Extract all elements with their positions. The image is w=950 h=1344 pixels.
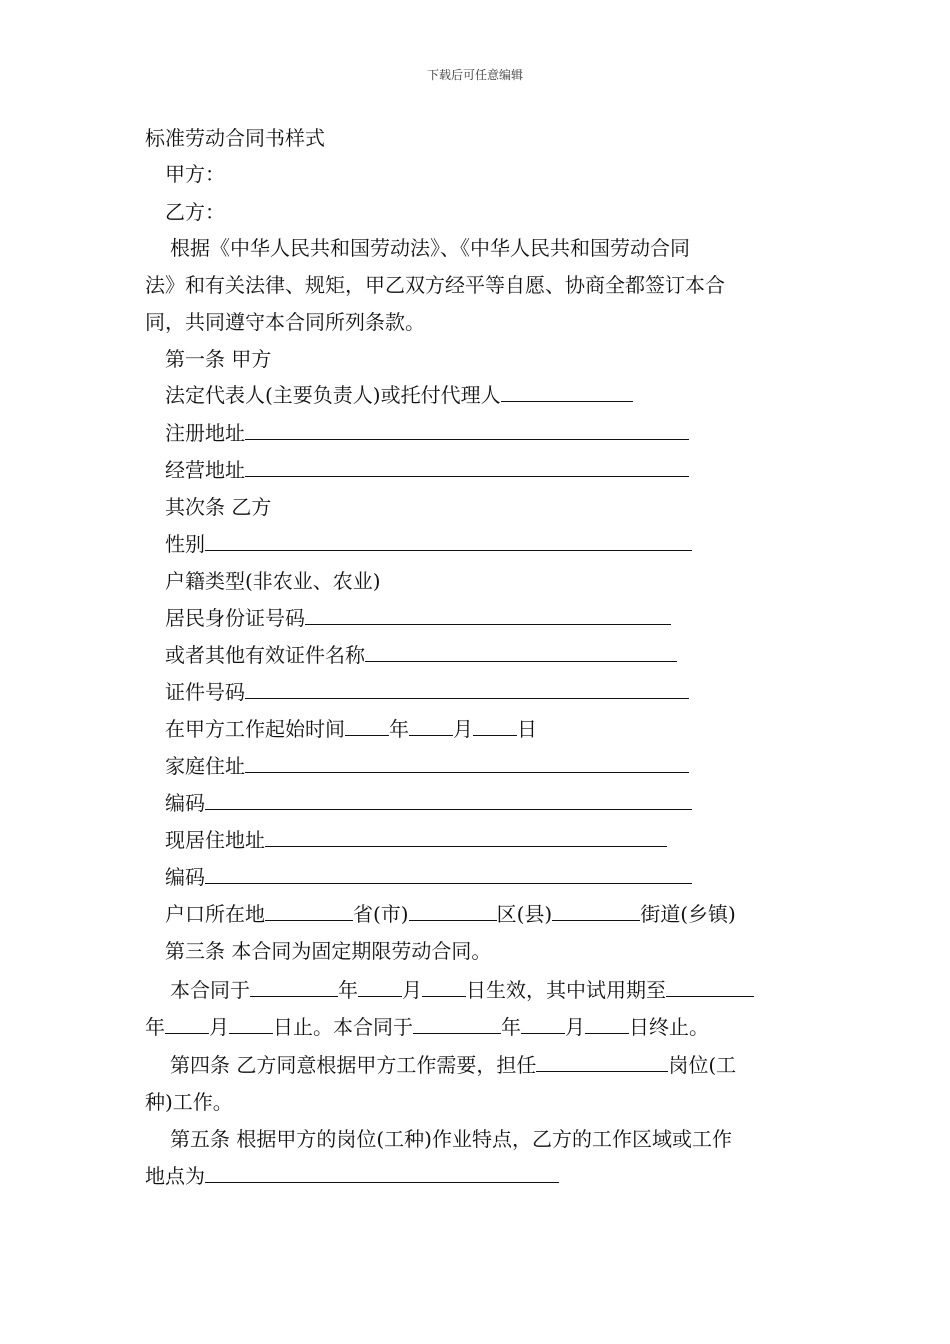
postcode-label-2: 编码 xyxy=(165,865,205,889)
term-line-1 xyxy=(170,978,754,1002)
article-3-heading: 第三条 本合同为固定期限劳动合同。 xyxy=(165,939,492,963)
gender-blank xyxy=(205,532,692,551)
current-address-row xyxy=(165,828,667,852)
id-number-row xyxy=(165,606,671,630)
street-label: 街道(乡镇) xyxy=(640,902,736,926)
term-text: 年 xyxy=(145,1015,165,1039)
probation-day-blank xyxy=(229,1015,273,1034)
province-blank xyxy=(265,902,353,921)
other-id-blank xyxy=(365,643,677,662)
article-4-text: 岗位(工 xyxy=(668,1053,737,1077)
article-4-text: 第四条 乙方同意根据甲方工作需要，担任 xyxy=(170,1053,537,1077)
certificate-number-label: 证件号码 xyxy=(165,680,245,704)
province-label: 省(市) xyxy=(353,902,409,926)
current-address-label: 现居住地址 xyxy=(165,828,265,852)
position-blank xyxy=(536,1053,668,1072)
end-year-blank xyxy=(413,1015,501,1034)
legal-representative-row xyxy=(165,383,633,407)
postcode-label-1: 编码 xyxy=(165,791,205,815)
current-address-blank xyxy=(265,828,667,847)
postcode-row-1 xyxy=(165,791,692,815)
gender-label: 性别 xyxy=(165,532,205,556)
effective-month-blank xyxy=(358,978,402,997)
term-text: 年 xyxy=(338,978,358,1002)
district-blank xyxy=(409,902,497,921)
term-text: 日生效，其中试用期至 xyxy=(466,978,666,1002)
day-label: 日 xyxy=(517,717,537,741)
year-label: 年 xyxy=(389,717,409,741)
business-address-blank xyxy=(245,458,689,477)
postcode-blank-1 xyxy=(205,791,692,810)
term-text: 本合同于 xyxy=(170,978,250,1002)
hukou-label: 户口所在地 xyxy=(165,902,265,926)
home-address-label: 家庭住址 xyxy=(165,754,245,778)
term-text: 月 xyxy=(565,1015,585,1039)
end-day-blank xyxy=(585,1015,629,1034)
postcode-row-2 xyxy=(165,865,692,889)
article-5-line-2 xyxy=(145,1164,559,1188)
start-year-blank xyxy=(345,717,389,736)
legal-representative-blank xyxy=(501,383,633,402)
end-month-blank xyxy=(521,1015,565,1034)
street-blank xyxy=(552,902,640,921)
id-number-blank xyxy=(305,606,671,625)
effective-year-blank xyxy=(250,978,338,997)
article-5-line-1: 第五条 根据甲方的岗位(工种)作业特点，乙方的工作区域或工作 xyxy=(170,1127,732,1151)
article-5-text: 地点为 xyxy=(145,1164,205,1188)
start-day-blank xyxy=(473,717,517,736)
registered-address-blank xyxy=(245,421,689,440)
page-header: 下载后可任意编辑 xyxy=(426,68,523,82)
start-time-label: 在甲方工作起始时间 xyxy=(165,717,345,741)
gender-row xyxy=(165,532,692,556)
effective-day-blank xyxy=(422,978,466,997)
other-id-row xyxy=(165,643,677,667)
term-text: 日终止。 xyxy=(629,1015,709,1039)
preamble-line-3: 同，共同遵守本合同所列条款。 xyxy=(145,310,425,334)
term-text: 月 xyxy=(209,1015,229,1039)
start-time-row xyxy=(165,717,537,741)
article-4-line-2: 种)工作。 xyxy=(145,1090,233,1114)
business-address-row xyxy=(165,458,689,482)
registered-address-label: 注册地址 xyxy=(165,421,245,445)
month-label: 月 xyxy=(453,717,473,741)
preamble-line-1: 根据《中华人民共和国劳动法》、《中华人民共和国劳动合同 xyxy=(170,236,690,260)
home-address-row xyxy=(165,754,689,778)
article-1-heading: 第一条 甲方 xyxy=(165,347,272,371)
business-address-label: 经营地址 xyxy=(165,458,245,482)
work-location-blank xyxy=(205,1164,559,1183)
id-number-label: 居民身份证号码 xyxy=(165,606,305,630)
home-address-blank xyxy=(245,754,689,773)
certificate-number-blank xyxy=(245,680,689,699)
party-a-label: 甲方： xyxy=(165,162,225,186)
party-b-label: 乙方： xyxy=(165,200,225,224)
probation-year-blank xyxy=(666,978,754,997)
article-4-line-1 xyxy=(170,1053,736,1077)
other-id-label: 或者其他有效证件名称 xyxy=(165,643,365,667)
article-2-heading: 其次条 乙方 xyxy=(165,495,272,519)
start-month-blank xyxy=(409,717,453,736)
term-text: 月 xyxy=(402,978,422,1002)
district-label: 区(县) xyxy=(496,902,553,926)
household-type-label: 户籍类型(非农业、农业) xyxy=(165,569,381,593)
registered-address-row xyxy=(165,421,689,445)
term-text: 日止。本合同于 xyxy=(273,1015,413,1039)
document-title: 标准劳动合同书样式 xyxy=(145,126,325,150)
term-text: 年 xyxy=(501,1015,521,1039)
term-line-2 xyxy=(145,1015,709,1039)
probation-month-blank xyxy=(165,1015,209,1034)
certificate-number-row xyxy=(165,680,689,704)
postcode-blank-2 xyxy=(205,865,692,884)
preamble-line-2: 法》和有关法律、规矩，甲乙双方经平等自愿、协商全都签订本合 xyxy=(145,273,725,297)
hukou-row xyxy=(165,902,736,926)
legal-representative-label: 法定代表人(主要负责人)或托付代理人 xyxy=(165,383,501,407)
